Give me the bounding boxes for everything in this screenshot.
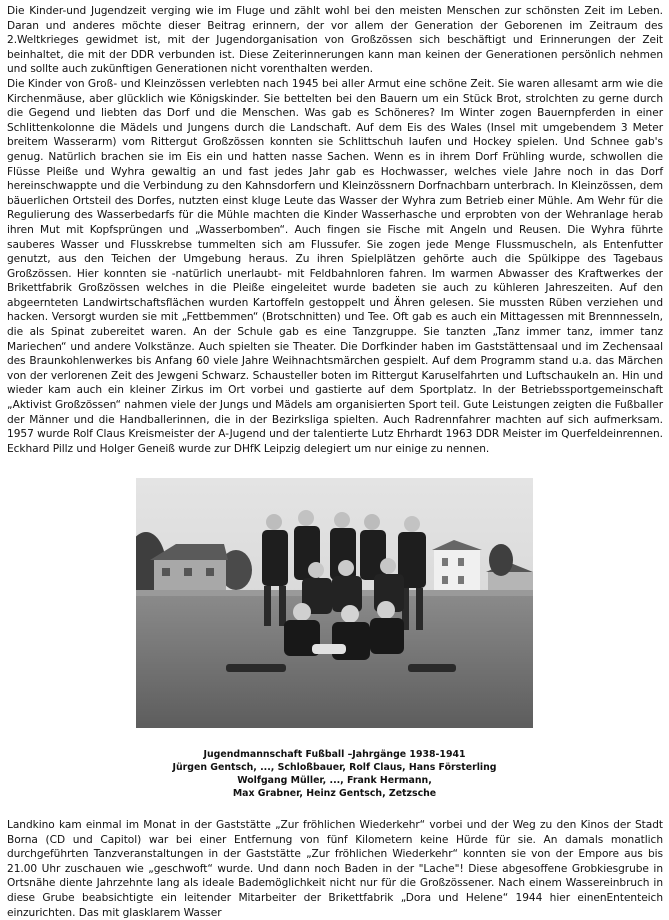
intro-paragraph: Die Kinder-und Jugendzeit verging wie im Fluge und zählt wohl bei den meisten Menschen zur schönsten Zeit im Leben. Daran und anderes möchte dieser Beitrag erinnern, der vor allem der Generation der Geborenen im Zeitraum des 2.Weltkrieges gewidmet ist, mit der Jugendorganisation von Großzössen sich beschäftigt und Erinnerungen der Zeit beinhaltet, die mit der DDR verbunden ist. Diese Zeiterinnerungen kann man keinen der Generationen persönlich nehmen und sollte auch zukünftigen Generationen nicht vorenthalten werden. [7, 5, 663, 76]
article-top [7, 4, 663, 456]
caption-names-line: Jürgen Gentsch, ..., Schloßbauer, Rolf Claus, Hans Försterling [172, 762, 497, 773]
caption-title: Jugendmannschaft Fußball –Jahrgänge 1938-1941 [203, 749, 466, 760]
photo-caption [136, 748, 533, 800]
team-photo [136, 478, 533, 728]
caption-names-line: Max Grabner, Heinz Gentsch, Zetzsche [232, 788, 437, 799]
childhood-paragraph: Die Kinder von Groß- und Kleinzössen verlebten nach 1945 bei aller Armut eine schöne Zeit. Sie waren allesamt arm wie die Kirchenmäuse, aber glücklich wie Königskinder. Sie bettelten bei den Bauern um ein Stück Brot, strolchten zu gerne durch die Gegend und liebten das Dorf und die Menschen. Was gab es Schöneres? Im Winter zogen Bauernpferden in einer Schlittenkolonne die Mädels und Jungens durch die Landschaft. Auf dem Eis des Wales (Insel mit umgebendem 3 Meter breitem Wasserarm) vom Rittergut Großzössen konnten sie Schlittschuh laufen und Hockey spielen. Und Schnee gab's genug. Natürlich brachen sie im Eis ein und hatten nasse Sachen. Wenn es in ihrem Dorf Frühling wurde, schwollen die Flüsse Pleiße und Wyhra gewaltig an und fast jedes Jahr gab es Hochwasser, welches viele Jahre noch in das Dorf hereinschwappte und die Verbindung zu den Kahnsdorfern und Kleinzössnern Dorfnachbarn unterbrach. In Kleinzössen, dem bäuerlichen Ortsteil des Dorfes, nutzten einst kluge Leute das Wasser der Wyhra zum Betrieb einer Mühle. Am Wehr für die Regulierung des Wasserbedarfs für die Mühle machten die Kinder Wasserhasche und erprobten von der Wehranlage herab ihren Mut mit Kopfsprüngen und „Wasserbomben“. Auch fingen sie Fische mit Angeln und Reusen. Die Wyhra führte sauberes Wasser und Flusskrebse tummelten sich am Flussufer. Sie zogen jede Menge Flussmuscheln, als Entenfutter genutzt, aus den Teichen der Umgebung heraus. Zu ihren Spielplätzen gehörte auch die Spülkippe des Tagebaus Großzössen. Hier konnten sie -natürlich unerlaubt- mit Feldbahnloren fahren. Im warmen Abwasser des Kraftwerkes der Brikettfabrik Großzössen welches in die Pleiße eingeleitet wurde badeten sie auch zu kühleren Jahreszeiten. Auf den abgeernteten Landwirtschaftsflächen wurden Kartoffeln gestoppelt und Ähren gelesen. Sie mussten Rüben verziehen und hacken. Versorgt wurden sie mit „Fettbemmen“ (Brotschnitten) und Tee. Oft gab es auch ein Mittagessen mit Brennnesseln, die als Spinat zubereitet waren. An der Schule gab es eine Tanzgruppe. Sie tanzten „Tanz immer tanz, immer tanz Mariechen“ und andere Volkstänze. Auch spielten sie Theater. Die Dorfkinder haben im Gaststättensaal und im Zechensaal des Braunkohlenwerkes bis Anfang 60 viele Jahre Weihnachtsmärchen gespielt. Auf dem Programm stand u.a. das Märchen von der verlorenen Zeit des Jewgeni Schwarz. Schausteller boten im Rittergut Karuselfahrten und Luftschaukeln an. Hin und wieder kam auch ein kleiner Zirkus im Ort vorbei und gastierte auf dem Sportplatz. In der Betriebssportgemeinschaft „Aktivist Großzössen“ nahmen viele der Jungs und Mädels am organisierten Sport teil. Gute Leistungen zeigten die Fußballer der Männer und die Handballerinnen, die in der Bezirksliga spielten. Auch Radrennfahrer machten auf sich aufmerksam. 1957 wurde Rolf Claus Kreismeister der A-Jugend und der talentierte Lutz Ehrhardt 1963 DDR Meister im Querfeldeinrennen. Eckhard Pillz und Holger Geneiß wurde zur DHfK Leipzig delegiert um nur einige zu nennen. [7, 77, 663, 455]
cinema-paragraph: Landkino kam einmal im Monat in der Gaststätte „Zur fröhlichen Wiederkehr“ vorbei und der Weg zu den Kinos der Stadt Borna (CD und Capitol) war bei einer Entfernung von fünf Kilometern keine Hürde für sie. An damals monatlich durchgeführten Tanzveranstaltungen in der Gaststätte „Zur fröhlichen Wiederkehr“ konnten sie von der Empore aus bis 21.00 Uhr zuschauen wie „geschwoft“ wurde. Und dann noch Baden in der "Lache"! Diese abgesoffene Grobkiesgrube in Ortsnähe diente Jahrzehnte lang als ideale Bademöglichkeit nicht nur für die Großzössener. Nach einem Wassereinbruch in diese Grube beabsichtigte ein leitender Mitarbeiter der Brikettfabrik „Dora und Helene“ 1944 hier einenEntenteich einzurichten. Das mit glasklarem Wasser [7, 819, 663, 919]
caption-names-line: Wolfgang Müller, ..., Frank Hermann, [237, 775, 432, 786]
article-bottom [7, 818, 663, 920]
